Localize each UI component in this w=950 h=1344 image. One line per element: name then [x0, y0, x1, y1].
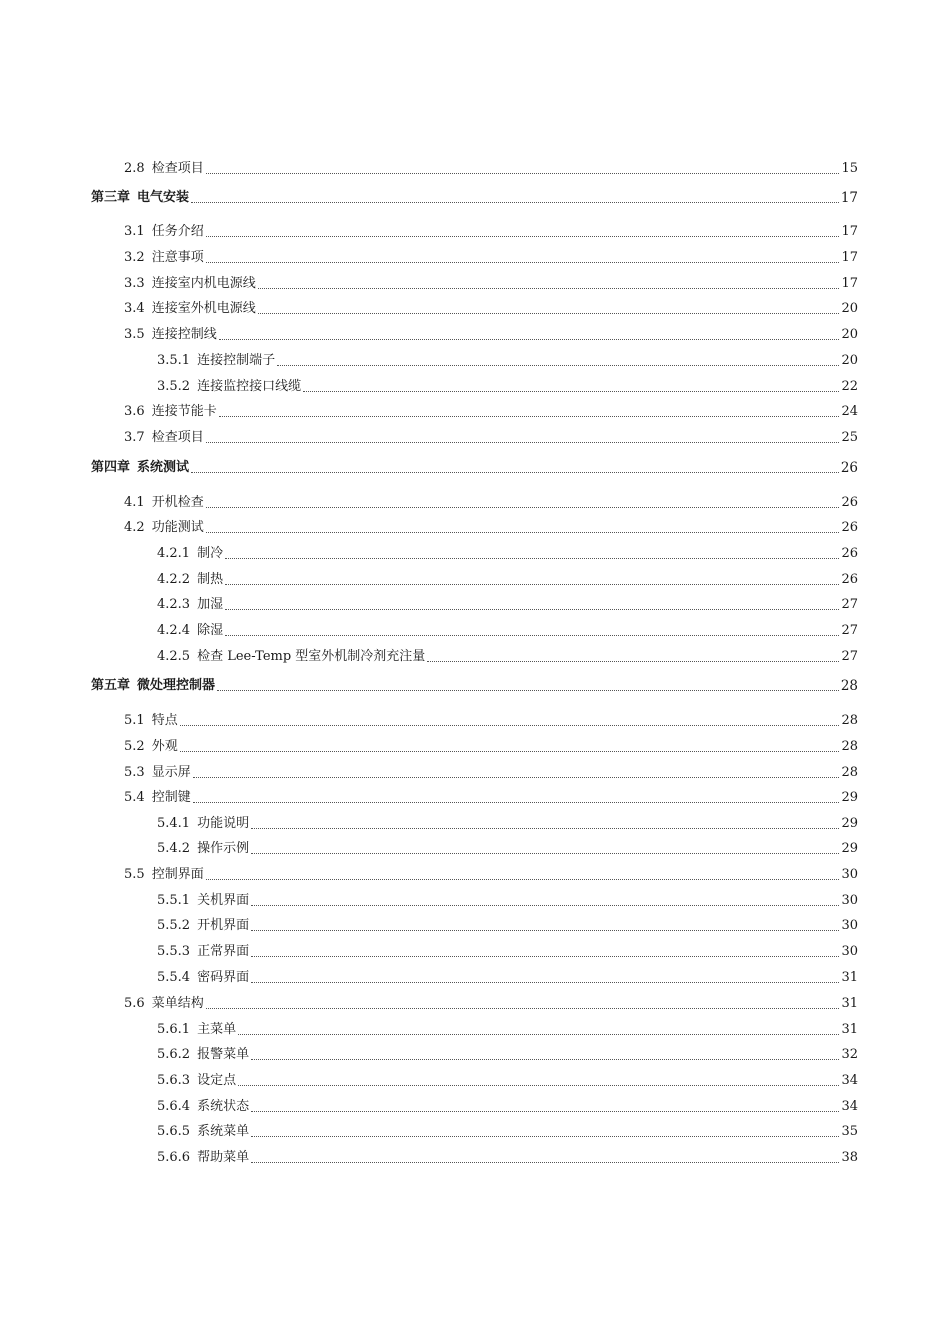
toc-entry-text: 密码界面	[197, 970, 250, 985]
toc-section-entry[interactable]	[157, 1148, 858, 1166]
toc-entry-title	[124, 713, 178, 729]
toc-entry-text: 显示屏	[151, 765, 191, 780]
toc-section-entry[interactable]	[157, 1020, 858, 1038]
toc-entry-number: 5.4.1	[157, 816, 191, 831]
toc-entry-title	[157, 1150, 249, 1166]
toc-dot-leader	[251, 905, 839, 906]
toc-entry-text: 制冷	[197, 546, 224, 561]
toc-entry-text: 任务介绍	[151, 224, 204, 239]
toc-entry-number: 4.1	[124, 495, 145, 510]
toc-entry-title	[157, 918, 249, 934]
toc-section-entry[interactable]	[124, 299, 858, 317]
toc-entry-text: 连接室外机电源线	[151, 301, 256, 316]
toc-page-number: 29	[841, 841, 858, 856]
toc-section-entry[interactable]	[157, 377, 858, 395]
toc-page-number: 29	[841, 816, 858, 831]
toc-page-number: 27	[841, 649, 858, 664]
toc-entry-text: 主菜单	[197, 1022, 237, 1037]
toc-entry-number: 5.3	[124, 765, 145, 780]
toc-dot-leader	[219, 416, 840, 417]
toc-section-entry[interactable]	[124, 865, 858, 883]
toc-entry-number: 3.7	[124, 430, 145, 445]
toc-section-entry[interactable]	[157, 1097, 858, 1115]
toc-entry-number: 4.2	[124, 520, 145, 535]
toc-entry-title	[124, 430, 204, 446]
toc-entry-title	[124, 404, 217, 420]
toc-page-number: 27	[841, 623, 858, 638]
toc-entry-text: 系统菜单	[197, 1124, 250, 1139]
toc-entry-text: 系统测试	[137, 460, 190, 475]
toc-section-entry[interactable]	[124, 248, 858, 266]
toc-dot-leader	[238, 1085, 839, 1086]
toc-page-number: 17	[841, 276, 858, 291]
toc-dot-leader	[277, 365, 839, 366]
toc-entry-text: 正常界面	[197, 944, 250, 959]
toc-entry-text: 外观	[151, 739, 178, 754]
toc-entry-title	[157, 893, 249, 909]
toc-section-entry[interactable]	[124, 159, 858, 177]
toc-entry-number: 4.2.2	[157, 572, 191, 587]
toc-entry-title	[91, 678, 215, 694]
toc-page-number: 20	[841, 301, 858, 316]
toc-entry-number: 5.6	[124, 996, 145, 1011]
toc-entry-text: 设定点	[197, 1073, 237, 1088]
toc-page-number: 26	[841, 546, 858, 561]
toc-entry-number: 5.4.2	[157, 841, 191, 856]
toc-entry-number: 4.2.1	[157, 546, 191, 561]
toc-chapter-entry[interactable]	[91, 676, 858, 694]
toc-entry-text: 电气安装	[137, 190, 190, 205]
toc-entry-text: 连接室内机电源线	[151, 276, 256, 291]
toc-entry-text: 系统状态	[197, 1099, 250, 1114]
toc-entry-text: 功能测试	[151, 520, 204, 535]
toc-section-entry[interactable]	[124, 428, 858, 446]
toc-entry-title	[91, 190, 189, 206]
toc-entry-number: 5.5.2	[157, 918, 191, 933]
toc-dot-leader	[251, 1059, 839, 1060]
toc-entry-title	[157, 1073, 236, 1089]
toc-dot-leader	[206, 507, 840, 508]
toc-page-number: 27	[841, 597, 858, 612]
toc-dot-leader	[180, 751, 840, 752]
toc-section-entry[interactable]	[157, 570, 858, 588]
toc-section-entry[interactable]	[124, 493, 858, 511]
toc-entry-text: 功能说明	[197, 816, 250, 831]
toc-entry-title	[124, 327, 217, 343]
toc-page-number: 20	[841, 353, 858, 368]
toc-entry-title	[157, 623, 223, 639]
toc-section-entry[interactable]	[124, 788, 858, 806]
toc-section-entry[interactable]	[124, 737, 858, 755]
toc-dot-leader	[193, 777, 840, 778]
toc-page-number: 29	[841, 790, 858, 805]
toc-page-number: 28	[841, 739, 858, 754]
toc-dot-leader	[251, 1111, 839, 1112]
toc-entry-title	[157, 841, 249, 857]
toc-page-number: 30	[841, 944, 858, 959]
toc-page-number: 24	[841, 404, 858, 419]
toc-dot-leader	[225, 558, 839, 559]
toc-section-entry[interactable]	[124, 994, 858, 1012]
toc-entry-number: 4.2.5	[157, 649, 191, 664]
toc-entry-title	[157, 944, 249, 960]
toc-entry-number: 3.4	[124, 301, 145, 316]
toc-entry-number: 5.6.6	[157, 1150, 191, 1165]
toc-section-entry[interactable]	[157, 1071, 858, 1089]
toc-dot-leader	[193, 802, 840, 803]
toc-entry-text: 连接控制线	[151, 327, 217, 342]
toc-entry-title	[157, 816, 249, 832]
toc-section-entry[interactable]	[157, 595, 858, 613]
toc-page-number: 28	[841, 765, 858, 780]
toc-entry-title	[124, 790, 191, 806]
toc-entry-number: 5.5	[124, 867, 145, 882]
toc-entry-text: 操作示例	[197, 841, 250, 856]
toc-page-number: 30	[841, 918, 858, 933]
toc-entry-number: 2.8	[124, 161, 145, 176]
toc-entry-number: 5.6.4	[157, 1099, 191, 1114]
toc-dot-leader	[206, 236, 840, 237]
toc-section-entry[interactable]	[157, 814, 858, 832]
toc-entry-number: 5.5.3	[157, 944, 191, 959]
toc-entry-number: 3.5	[124, 327, 145, 342]
toc-entry-number: 5.6.5	[157, 1124, 191, 1139]
toc-entry-number: 5.5.1	[157, 893, 191, 908]
toc-entry-title	[157, 1022, 236, 1038]
toc-entry-text: 检查项目	[151, 430, 204, 445]
toc-entry-text: 加湿	[197, 597, 224, 612]
toc-section-entry[interactable]	[124, 222, 858, 240]
toc-section-entry[interactable]	[157, 1122, 858, 1140]
toc-section-entry[interactable]	[157, 351, 858, 369]
toc-entry-number: 5.6.1	[157, 1022, 191, 1037]
toc-dot-leader	[251, 956, 839, 957]
toc-entry-title	[124, 495, 204, 511]
toc-entry-number: 4.2.3	[157, 597, 191, 612]
toc-entry-text: 注意事项	[151, 250, 204, 265]
toc-entry-number: 3.6	[124, 404, 145, 419]
toc-dot-leader	[427, 661, 839, 662]
toc-entry-title	[157, 379, 301, 395]
toc-entry-title	[124, 765, 191, 781]
toc-page-number: 22	[841, 379, 858, 394]
toc-dot-leader	[206, 173, 840, 174]
toc-page-number: 34	[841, 1099, 858, 1114]
toc-entry-number: 5.2	[124, 739, 145, 754]
toc-section-entry[interactable]	[157, 916, 858, 934]
toc-section-entry[interactable]	[157, 891, 858, 909]
toc-entry-text: 帮助菜单	[197, 1150, 250, 1165]
toc-entry-text: 特点	[151, 713, 178, 728]
toc-entry-title	[157, 1099, 249, 1115]
toc-entry-number: 5.6.3	[157, 1073, 191, 1088]
toc-dot-leader	[206, 532, 840, 533]
toc-entry-text: 开机检查	[151, 495, 204, 510]
toc-entry-title	[124, 301, 256, 317]
toc-entry-text: 连接监控接口线缆	[197, 379, 302, 394]
toc-entry-title	[124, 161, 204, 177]
toc-dot-leader	[225, 635, 839, 636]
toc-dot-leader	[219, 339, 840, 340]
toc-page-number: 20	[841, 327, 858, 342]
toc-page-number: 26	[841, 520, 858, 535]
toc-entry-title	[157, 353, 275, 369]
toc-section-entry[interactable]	[124, 325, 858, 343]
toc-page-number: 28	[840, 678, 858, 694]
toc-entry-text: 除湿	[197, 623, 224, 638]
toc-section-entry[interactable]	[124, 763, 858, 781]
toc-dot-leader	[206, 442, 840, 443]
toc-entry-text: 控制界面	[151, 867, 204, 882]
toc-entry-title	[157, 572, 223, 588]
toc-entry-title	[157, 649, 425, 665]
toc-section-entry[interactable]	[157, 647, 858, 665]
toc-dot-leader	[258, 313, 840, 314]
toc-entry-number: 3.5.1	[157, 353, 191, 368]
toc-entry-number: 3.1	[124, 224, 145, 239]
toc-dot-leader	[206, 1008, 840, 1009]
toc-page-number: 25	[841, 430, 858, 445]
toc-entry-title	[124, 867, 204, 883]
toc-section-entry[interactable]	[124, 518, 858, 536]
toc-section-entry[interactable]	[157, 968, 858, 986]
toc-entry-text: 菜单结构	[151, 996, 204, 1011]
toc-dot-leader	[251, 1136, 839, 1137]
toc-entry-number: 第四章	[91, 460, 131, 475]
toc-entry-text: 开机界面	[197, 918, 250, 933]
toc-entry-title	[157, 1124, 249, 1140]
toc-section-entry[interactable]	[124, 274, 858, 292]
toc-page-number: 30	[841, 893, 858, 908]
toc-entry-title	[157, 1047, 249, 1063]
toc-section-entry[interactable]	[157, 1045, 858, 1063]
toc-section-entry[interactable]	[124, 402, 858, 420]
toc-entry-text: 微处理控制器	[137, 678, 216, 693]
toc-dot-leader	[206, 262, 840, 263]
toc-section-entry[interactable]	[157, 544, 858, 562]
toc-page-number: 38	[841, 1150, 858, 1165]
toc-page-number: 34	[841, 1073, 858, 1088]
toc-page-number: 35	[841, 1124, 858, 1139]
toc-page-number: 17	[841, 224, 858, 239]
toc-entry-title	[157, 597, 223, 613]
toc-page-number: 15	[841, 161, 858, 176]
toc-page-number: 32	[841, 1047, 858, 1062]
toc-dot-leader	[225, 609, 839, 610]
toc-entry-text: 检查项目	[151, 161, 204, 176]
toc-section-entry[interactable]	[157, 942, 858, 960]
toc-entry-number: 第五章	[91, 678, 131, 693]
toc-page-number: 28	[841, 713, 858, 728]
toc-entry-number: 3.5.2	[157, 379, 191, 394]
toc-page-number: 26	[841, 495, 858, 510]
toc-dot-leader	[191, 202, 839, 203]
toc-entry-number: 第三章	[91, 190, 131, 205]
toc-chapter-entry[interactable]	[91, 188, 858, 206]
toc-section-entry[interactable]	[157, 839, 858, 857]
toc-entry-number: 5.6.2	[157, 1047, 191, 1062]
toc-page-number: 17	[840, 190, 858, 206]
toc-entry-title	[124, 739, 178, 755]
toc-page-number: 26	[841, 572, 858, 587]
toc-page-number: 26	[840, 460, 858, 476]
toc-dot-leader	[191, 472, 839, 473]
toc-entry-title	[91, 460, 189, 476]
toc-dot-leader	[217, 690, 839, 691]
toc-entry-title	[157, 546, 223, 562]
toc-section-entry[interactable]	[124, 711, 858, 729]
toc-section-entry[interactable]	[157, 621, 858, 639]
toc-entry-text: 控制键	[151, 790, 191, 805]
toc-dot-leader	[238, 1034, 839, 1035]
toc-entry-title	[124, 224, 204, 240]
toc-entry-number: 5.4	[124, 790, 145, 805]
toc-entry-text: 检查 Lee-Temp 型室外机制冷剂充注量	[197, 649, 426, 664]
toc-dot-leader	[303, 391, 839, 392]
toc-entry-number: 4.2.4	[157, 623, 191, 638]
toc-dot-leader	[180, 725, 840, 726]
toc-entry-title	[157, 970, 249, 986]
toc-entry-title	[124, 996, 204, 1012]
toc-entry-number: 3.3	[124, 276, 145, 291]
toc-entry-text: 报警菜单	[197, 1047, 250, 1062]
toc-dot-leader	[251, 930, 839, 931]
toc-entry-text: 制热	[197, 572, 224, 587]
toc-dot-leader	[251, 853, 839, 854]
toc-entry-text: 连接节能卡	[151, 404, 217, 419]
toc-dot-leader	[206, 879, 840, 880]
toc-dot-leader	[225, 584, 839, 585]
toc-page-number: 17	[841, 250, 858, 265]
toc-dot-leader	[251, 828, 839, 829]
toc-entry-text: 连接控制端子	[197, 353, 276, 368]
toc-page-number: 31	[841, 1022, 858, 1037]
toc-entry-title	[124, 276, 256, 292]
toc-dot-leader	[251, 982, 839, 983]
toc-dot-leader	[251, 1162, 839, 1163]
toc-entry-title	[124, 520, 204, 536]
toc-dot-leader	[258, 288, 840, 289]
toc-entry-text: 关机界面	[197, 893, 250, 908]
toc-entry-number: 3.2	[124, 250, 145, 265]
toc-entry-title	[124, 250, 204, 266]
toc-entry-number: 5.5.4	[157, 970, 191, 985]
toc-page-number: 30	[841, 867, 858, 882]
toc-entry-number: 5.1	[124, 713, 145, 728]
toc-chapter-entry[interactable]	[91, 458, 858, 476]
toc-page-number: 31	[841, 996, 858, 1011]
toc-page-number: 31	[841, 970, 858, 985]
